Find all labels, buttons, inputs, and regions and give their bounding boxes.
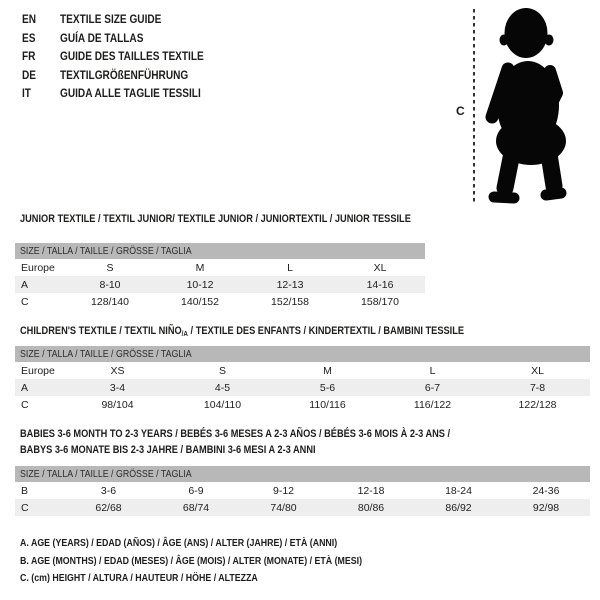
height-marker-label: C: [456, 104, 465, 118]
value-cell: 86/92: [415, 499, 502, 516]
table-row: [15, 362, 590, 379]
table-row: [15, 396, 590, 413]
value-cell: 74/80: [240, 499, 327, 516]
size-cell: S: [218, 364, 226, 377]
row-label-cell: C: [15, 499, 65, 516]
title-subscript: /A: [181, 329, 188, 338]
row-label-cell: Europe: [21, 364, 55, 377]
table-row: [15, 276, 425, 293]
footnotes: [20, 535, 427, 588]
babies-size-table: [15, 466, 590, 516]
babies-table-title: [20, 426, 532, 458]
junior-table-title: JUNIOR TEXTILE / TEXTIL JUNIOR/ TEXTILE JUNIOR / JUNIORTEXTIL / JUNIOR TESSILE: [20, 213, 411, 225]
language-code: ES: [22, 30, 36, 45]
table-row: [15, 293, 425, 310]
value-cell: 5-6: [275, 379, 380, 396]
language-label: GUÍA DE TALLAS: [60, 30, 144, 45]
title-text: / TEXTILE DES ENFANTS / KINDERTEXTIL / BAMBINI TESSILE: [187, 325, 465, 337]
value-cell: 104/110: [203, 398, 242, 411]
value-cell: 68/74: [152, 499, 240, 516]
size-cell: M: [323, 364, 332, 377]
value-cell: 6-7: [380, 379, 485, 396]
language-row-es: [22, 29, 231, 48]
value-cell: 18-24: [445, 484, 472, 497]
size-cell: L: [429, 364, 436, 377]
title-line-1: BABIES 3-6 MONTH TO 2-3 YEARS / BEBÉS 3-6 MESES A 2-3 AÑOS / BÉBÉS 3-6 MOIS À 2-3 ANS /: [20, 428, 451, 440]
value-cell: 12-18: [357, 484, 385, 497]
table-row: [15, 499, 590, 516]
value-cell: 24-36: [532, 484, 560, 497]
baby-silhouette: [492, 8, 566, 198]
value-cell: 140/152: [181, 295, 219, 308]
value-cell: 4-5: [170, 379, 275, 396]
language-label: TEXTILGRÖßENFÜHRUNG: [60, 67, 189, 82]
language-label: TEXTILE SIZE GUIDE: [60, 12, 162, 27]
title-line-2: BABYS 3-6 MONATE BIS 2-3 JAHRE / BAMBINI 3-6 MESI A 2-3 ANNI: [20, 444, 316, 456]
row-label-cell: A: [15, 276, 65, 293]
value-cell: 9-12: [272, 484, 294, 497]
value-cell: 92/98: [502, 499, 590, 516]
footnote-a: A. AGE (YEARS) / EDAD (AÑOS) / ÂGE (ANS) / ALTER (JAHRE) / ETÀ (ANNI): [20, 537, 338, 549]
value-cell: 122/128: [518, 398, 557, 411]
language-row-fr: [22, 47, 231, 66]
row-label-cell: Europe: [21, 261, 55, 274]
value-cell: 128/140: [91, 295, 129, 308]
size-cell: XL: [531, 364, 544, 377]
language-label: GUIDA ALLE TAGLIE TESSILI: [60, 86, 201, 101]
baby-silhouette-icon: [450, 5, 595, 210]
value-cell: 158/170: [361, 295, 399, 308]
size-cell: L: [287, 261, 293, 274]
language-code: IT: [22, 86, 31, 101]
value-cell: 14-16: [335, 276, 425, 293]
table-row: [15, 482, 590, 499]
value-cell: 116/122: [413, 398, 452, 411]
junior-size-table: [15, 243, 425, 310]
size-header-bar: SIZE / TALLA / TAILLE / GRÖSSE / TAGLIA: [15, 346, 590, 362]
size-header-bar: SIZE / TALLA / TAILLE / GRÖSSE / TAGLIA: [15, 243, 425, 259]
size-cell: M: [195, 261, 205, 274]
value-cell: 6-9: [188, 484, 204, 497]
value-cell: 62/68: [65, 499, 152, 516]
value-cell: 3-4: [65, 379, 170, 396]
language-code: DE: [22, 67, 37, 82]
footnote-b: B. AGE (MONTHS) / EDAD (MESES) / ÂGE (MOIS) / ALTER (MONATE) / ETÀ (MESI): [20, 554, 363, 567]
language-row-en: [22, 10, 231, 29]
row-label-cell: B: [21, 484, 29, 497]
size-cell: XS: [110, 364, 125, 377]
row-label-cell: C: [21, 295, 29, 308]
title-text: CHILDREN'S TEXTILE / TEXTIL NIÑO: [20, 325, 182, 337]
value-cell: 98/104: [101, 398, 134, 411]
language-row-it: [22, 84, 231, 103]
table-row: [15, 259, 425, 276]
row-label-cell: C: [21, 398, 29, 411]
value-cell: 3-6: [100, 484, 117, 497]
language-code: FR: [22, 49, 36, 64]
value-cell: 110/116: [309, 398, 346, 411]
value-cell: 12-13: [245, 276, 335, 293]
value-cell: 10-12: [155, 276, 245, 293]
value-cell: 7-8: [485, 379, 590, 396]
value-cell: 80/86: [327, 499, 415, 516]
language-label: GUIDE DES TAILLES TEXTILE: [60, 49, 204, 64]
table-row: [15, 379, 590, 396]
size-header-bar: SIZE / TALLA / TAILLE / GRÖSSE / TAGLIA: [15, 466, 590, 482]
children-size-table: [15, 346, 590, 413]
size-cell: S: [106, 261, 114, 274]
footnote-c: C. (cm) HEIGHT / ALTURA / HAUTEUR / HÖHE / ALTEZZA: [20, 572, 258, 584]
value-cell: 8-10: [65, 276, 155, 293]
language-list: [22, 10, 231, 103]
size-cell: XL: [373, 261, 387, 274]
children-table-title: [20, 325, 549, 338]
value-cell: 152/158: [271, 295, 309, 308]
row-label-cell: A: [15, 379, 65, 396]
language-row-de: [22, 66, 231, 85]
language-code: EN: [22, 12, 37, 27]
